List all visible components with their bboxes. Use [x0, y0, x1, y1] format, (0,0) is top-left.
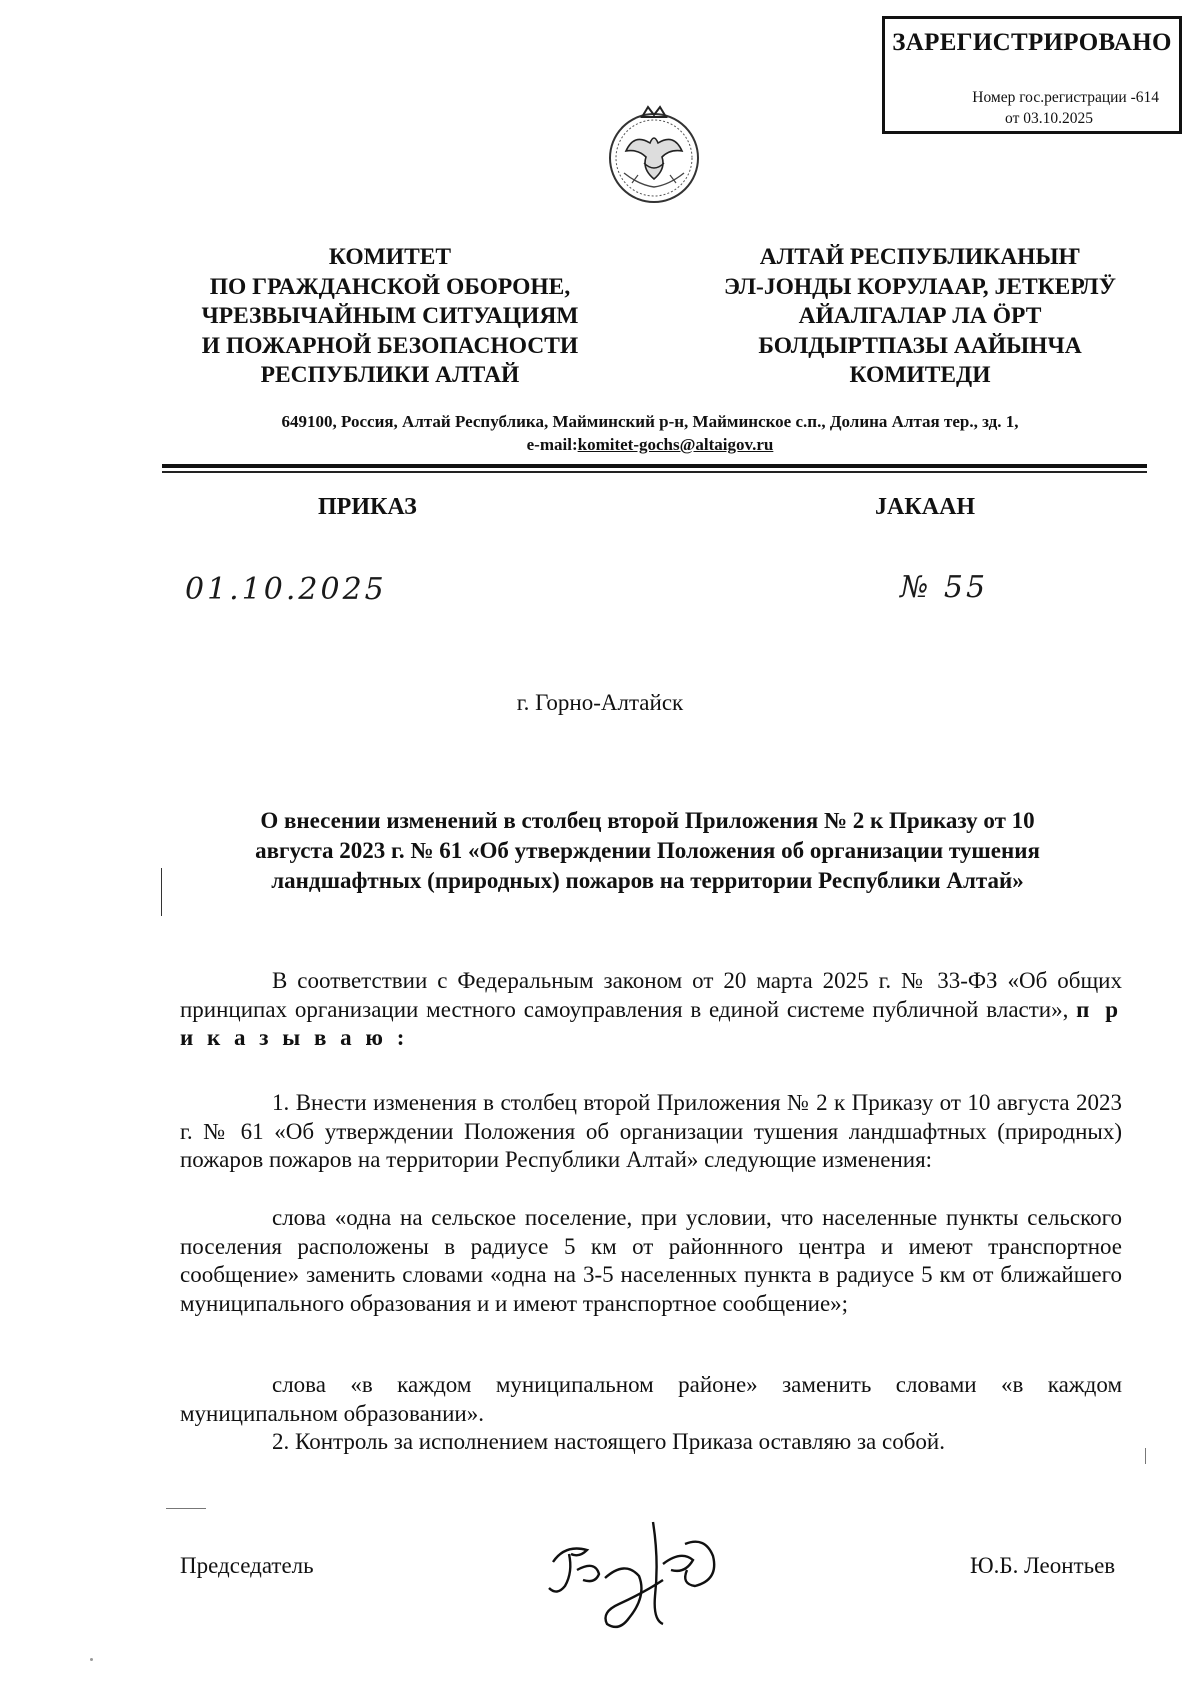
stamp-title: ЗАРЕГИСТРИРОВАНО	[892, 29, 1172, 56]
stamp-reg-number: Номер гос.регистрации -614	[972, 89, 1159, 106]
republic-altai-emblem-icon	[604, 103, 704, 205]
handwritten-date: 01.10.2025	[185, 572, 387, 607]
item-2-paragraph: 2. Контроль за исполнением настоящего Приказа оставляю за собой.	[272, 1429, 945, 1454]
title-line: августа 2023 г. № 61 «Об утверждении Положения об организации тушения	[255, 838, 1040, 863]
header-divider-thin	[162, 471, 1147, 473]
item-1-paragraph: 1. Внести изменения в столбец второй Приложения № 2 к Приказу от 10 августа 2023 г. № 61 «Об утверждении Положения об организации тушения ландшафтных (природных) пожаров пожаров на территории Республики Алтай» следующие изменения:	[180, 1090, 1122, 1172]
order-label-russian: ПРИКАЗ	[318, 494, 417, 520]
postal-address: 649100, Россия, Алтай Республика, Майминский р-н, Майминское с.п., Долина Алтая тер., зд. 1,	[281, 412, 1019, 431]
header-left-line: ЧРЕЗВЫЧАЙНЫМ СИТУАЦИЯМ	[201, 303, 579, 329]
header-left-line: РЕСПУБЛИКИ АЛТАЙ	[260, 362, 520, 388]
committee-name-altai	[680, 243, 1160, 391]
email-link[interactable]: komitet-gochs@altaigov.ru	[577, 435, 774, 454]
committee-name-russian	[150, 243, 630, 391]
issue-city: г. Горно-Алтайск	[516, 690, 684, 715]
handwritten-signature-icon	[535, 1500, 765, 1640]
email-prefix: e-mail:	[526, 435, 578, 454]
margin-mark-right	[1145, 1448, 1146, 1464]
title-line: ландшафтных (природных) пожаров на территории Республики Алтай»	[271, 868, 1024, 893]
item-1b-paragraph: слова «в каждом муниципальном районе» заменить словами «в каждом муниципальном образовании».	[180, 1372, 1122, 1426]
signatory-name: Ю.Б. Леонтьев	[970, 1553, 1116, 1578]
scan-speck	[90, 1658, 93, 1661]
order-label-altai: JАКААН	[875, 494, 976, 520]
preamble-text: В соответствии с Федеральным законом от 20 марта 2025 г. № 33-ФЗ «Об общих принципах организации местного самоуправления в единой системе публичной власти»,	[180, 968, 1122, 1022]
header-right-line: АЙАЛГАЛАР ЛА ÖРТ	[798, 303, 1042, 329]
preamble-action: п р и к а з ы в а ю :	[180, 996, 1122, 1050]
header-right-line: КОМИТЕДИ	[849, 362, 991, 388]
margin-mark	[161, 868, 162, 916]
signatory-role: Председатель	[180, 1553, 314, 1578]
header-divider	[162, 464, 1147, 468]
handwritten-order-number: № 55	[900, 570, 989, 605]
order-title	[175, 806, 1120, 896]
title-line: О внесении изменений в столбец второй Приложения № 2 к Приказу от 10	[260, 808, 1035, 833]
short-rule	[166, 1508, 206, 1509]
header-right-line: БОЛДЫРТПАЗЫ ААЙЫНЧА	[758, 332, 1082, 359]
header-left-line: КОМИТЕТ	[328, 244, 452, 270]
header-left-line: И ПОЖАРНОЙ БЕЗОПАСНОСТИ	[201, 332, 579, 359]
stamp-reg-date: от 03.10.2025	[1005, 110, 1093, 127]
address-block	[160, 410, 1140, 456]
header-left-line: ПО ГРАЖДАНСКОЙ ОБОРОНЕ,	[209, 273, 571, 300]
header-right-line: ЭЛ-JОНДЫ КОРУЛААР, JЕТКЕРЛӰ	[724, 273, 1116, 300]
preamble-paragraph	[180, 967, 1122, 1053]
registration-stamp	[882, 16, 1182, 134]
header-right-line: АЛТАЙ РЕСПУБЛИКАНЫҤ	[759, 244, 1081, 270]
item-1a-paragraph: слова «одна на сельское поселение, при условии, что населенные пункты сельского поселения расположены в радиусе 5 км от районнного центра и имеют транспортное сообщение» заменить словами «одна на 3-5 населенных пункта в радиусе 5 км от ближайшего муниципального образования и и имеют транспортное сообщение»;	[180, 1205, 1122, 1316]
